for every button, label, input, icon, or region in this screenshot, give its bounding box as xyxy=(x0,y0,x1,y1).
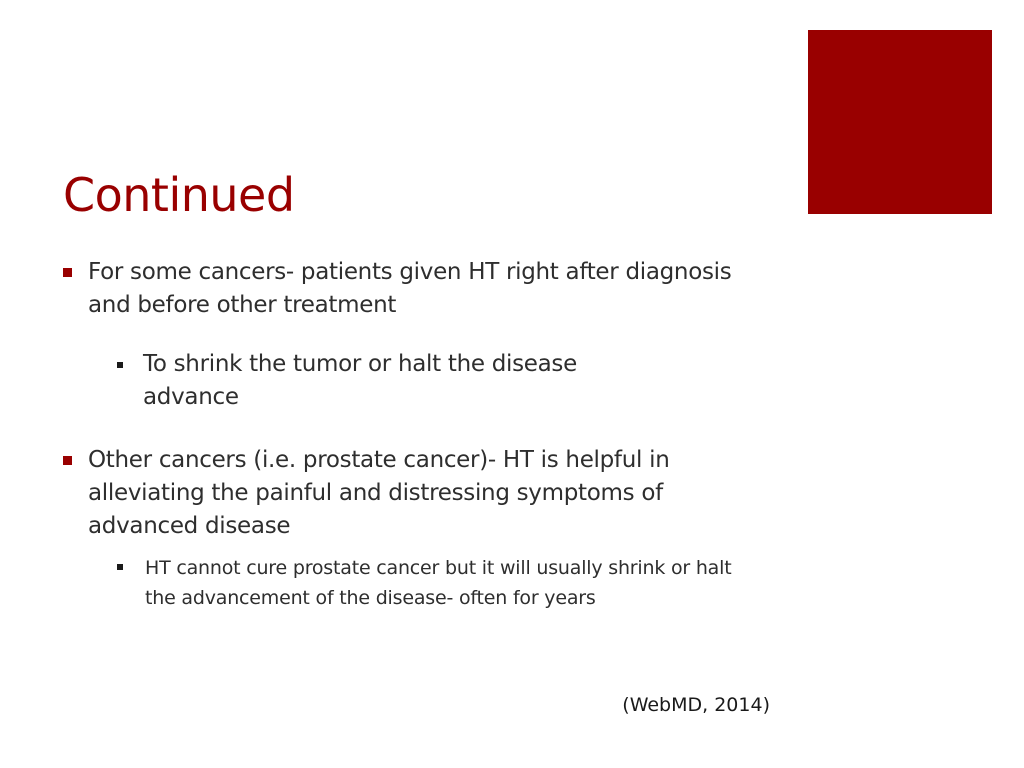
bullet-2 xyxy=(63,444,773,543)
bullet-1-sub xyxy=(117,348,677,414)
bullet-1 xyxy=(63,256,763,322)
small-square-bullet-icon xyxy=(117,564,123,570)
small-square-bullet-icon xyxy=(117,362,123,368)
bullet-2-sub xyxy=(117,553,767,613)
bullet-1-text: For some cancers- patients given HT right after diagnosis and before other treatment xyxy=(88,259,732,318)
accent-block xyxy=(808,30,992,214)
square-bullet-icon xyxy=(63,456,72,465)
citation: (WebMD, 2014) xyxy=(622,694,770,716)
square-bullet-icon xyxy=(63,268,72,277)
bullet-2-sub-text: HT cannot cure prostate cancer but it will usually shrink or halt the advancement of the disease- often for years xyxy=(145,557,732,609)
slide-title: Continued xyxy=(63,168,295,222)
bullet-1-sub-text: To shrink the tumor or halt the disease advance xyxy=(143,351,577,410)
bullet-2-text: Other cancers (i.e. prostate cancer)- HT is helpful in alleviating the painful and distressing symptoms of advanced disease xyxy=(88,447,670,539)
